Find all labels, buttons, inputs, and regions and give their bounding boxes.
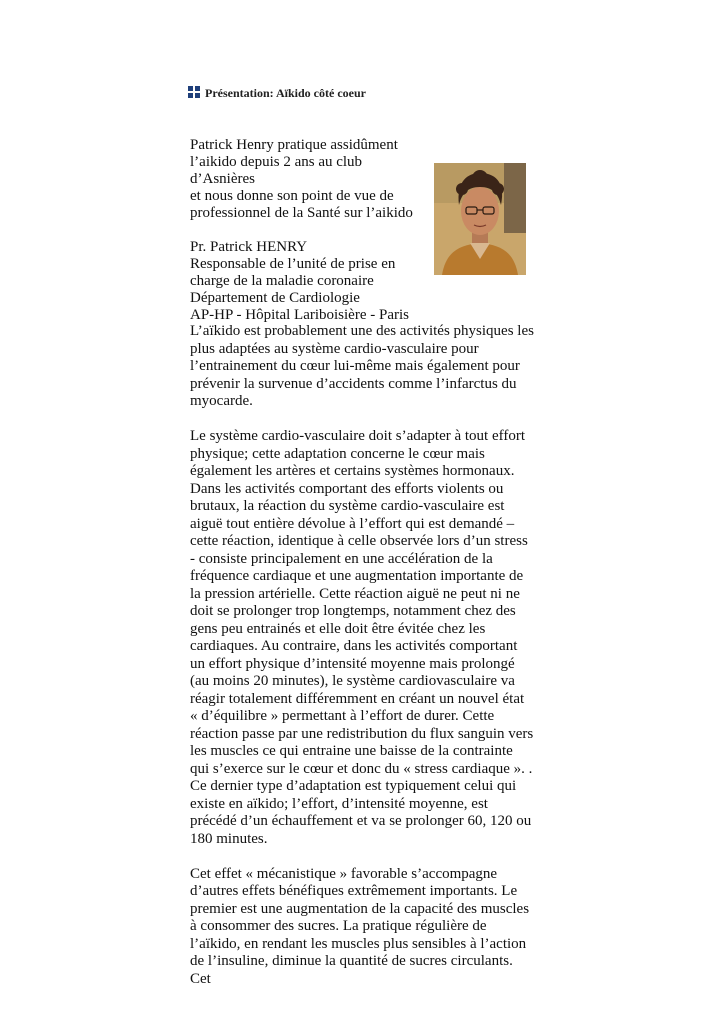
author-name: Pr. Patrick HENRY xyxy=(190,239,308,255)
article-paragraph: Le système cardio-vasculaire doit s’adapter à tout effort physique; cette adaptation concerne le cœur mais également les artères et certains systèmes hormonaux. Dans les activités comportant des efforts violents ou brutaux, la réaction du système cardio-vasculaire est aiguë tout entière dévolue à l’effort qui est demandé – cette réaction, identique à celle observée lors d’un stress - consiste principalement en une accélération de la fréquence cardiaque et une augmentation importante de la pression artérielle. Cette réaction aiguë ne peut ni ne doit se prolonger trop longtemps, notamment chez des gens peu entrainés et elle doit être évitée chez les cardiaques. Au contraire, dans les activités comportant un effort physique d’intensité moyenne mais prolongé (au moins 20 minutes), le système cardiovasculaire va réagir totalement différemment en créant un nouvel état « d’équilibre » permettant à l’effort de durer. Cette réaction passe par une redistribution du flux sanguin vers les muscles ce qui entraine une baisse de la contrainte qui s’exerce sur le cœur et donc du « stress cardiaque ». . Ce dernier type d’adaptation est typiquement celui qui existe en aïkido; l’effort, d’intensité moyenne, est précédé d’un échauffement et va se prolonger 60, 120 ou 180 minutes. xyxy=(190,428,534,847)
article-body xyxy=(190,323,535,1006)
article-paragraph: L’aïkido est probablement une des activités physiques les plus adaptées au système cardio-vasculaire pour l’entrainement du cœur lui-même mais également pour prévenir la survenue d’accidents comme l’infarctus du myocarde. xyxy=(190,323,534,409)
intro-line: et nous donne son point de vue de xyxy=(190,188,394,204)
portrait-image xyxy=(434,163,526,275)
intro-line: professionnel de la Santé sur l’aikido xyxy=(190,205,413,221)
page-title: Présentation: Aïkido côté coeur xyxy=(205,86,366,100)
author-hospital: AP-HP - Hôpital Lariboisière - Paris xyxy=(190,307,409,323)
page-header xyxy=(188,86,366,101)
grid-bullet-icon xyxy=(188,86,201,99)
author-role: charge de la maladie coronaire xyxy=(190,273,374,289)
article-paragraph: Cet effet « mécanistique » favorable s’accompagne d’autres effets bénéfiques extrêmement importants. Le premier est une augmentation de la capacité des muscles à consommer des sucres. La pratique régulière de l’aïkido, en rendant les muscles plus sensibles à l’action de l’insuline, diminue la quantité de sucres circulants. Cet xyxy=(190,865,530,987)
intro-block xyxy=(190,137,430,324)
portrait-photo xyxy=(434,163,526,275)
intro-line: l’aikido depuis 2 ans au club d’Asnières xyxy=(190,154,363,187)
author-department: Département de Cardiologie xyxy=(190,290,360,306)
author-role: Responsable de l’unité de prise en xyxy=(190,256,396,272)
intro-line: Patrick Henry pratique assidûment xyxy=(190,137,398,153)
